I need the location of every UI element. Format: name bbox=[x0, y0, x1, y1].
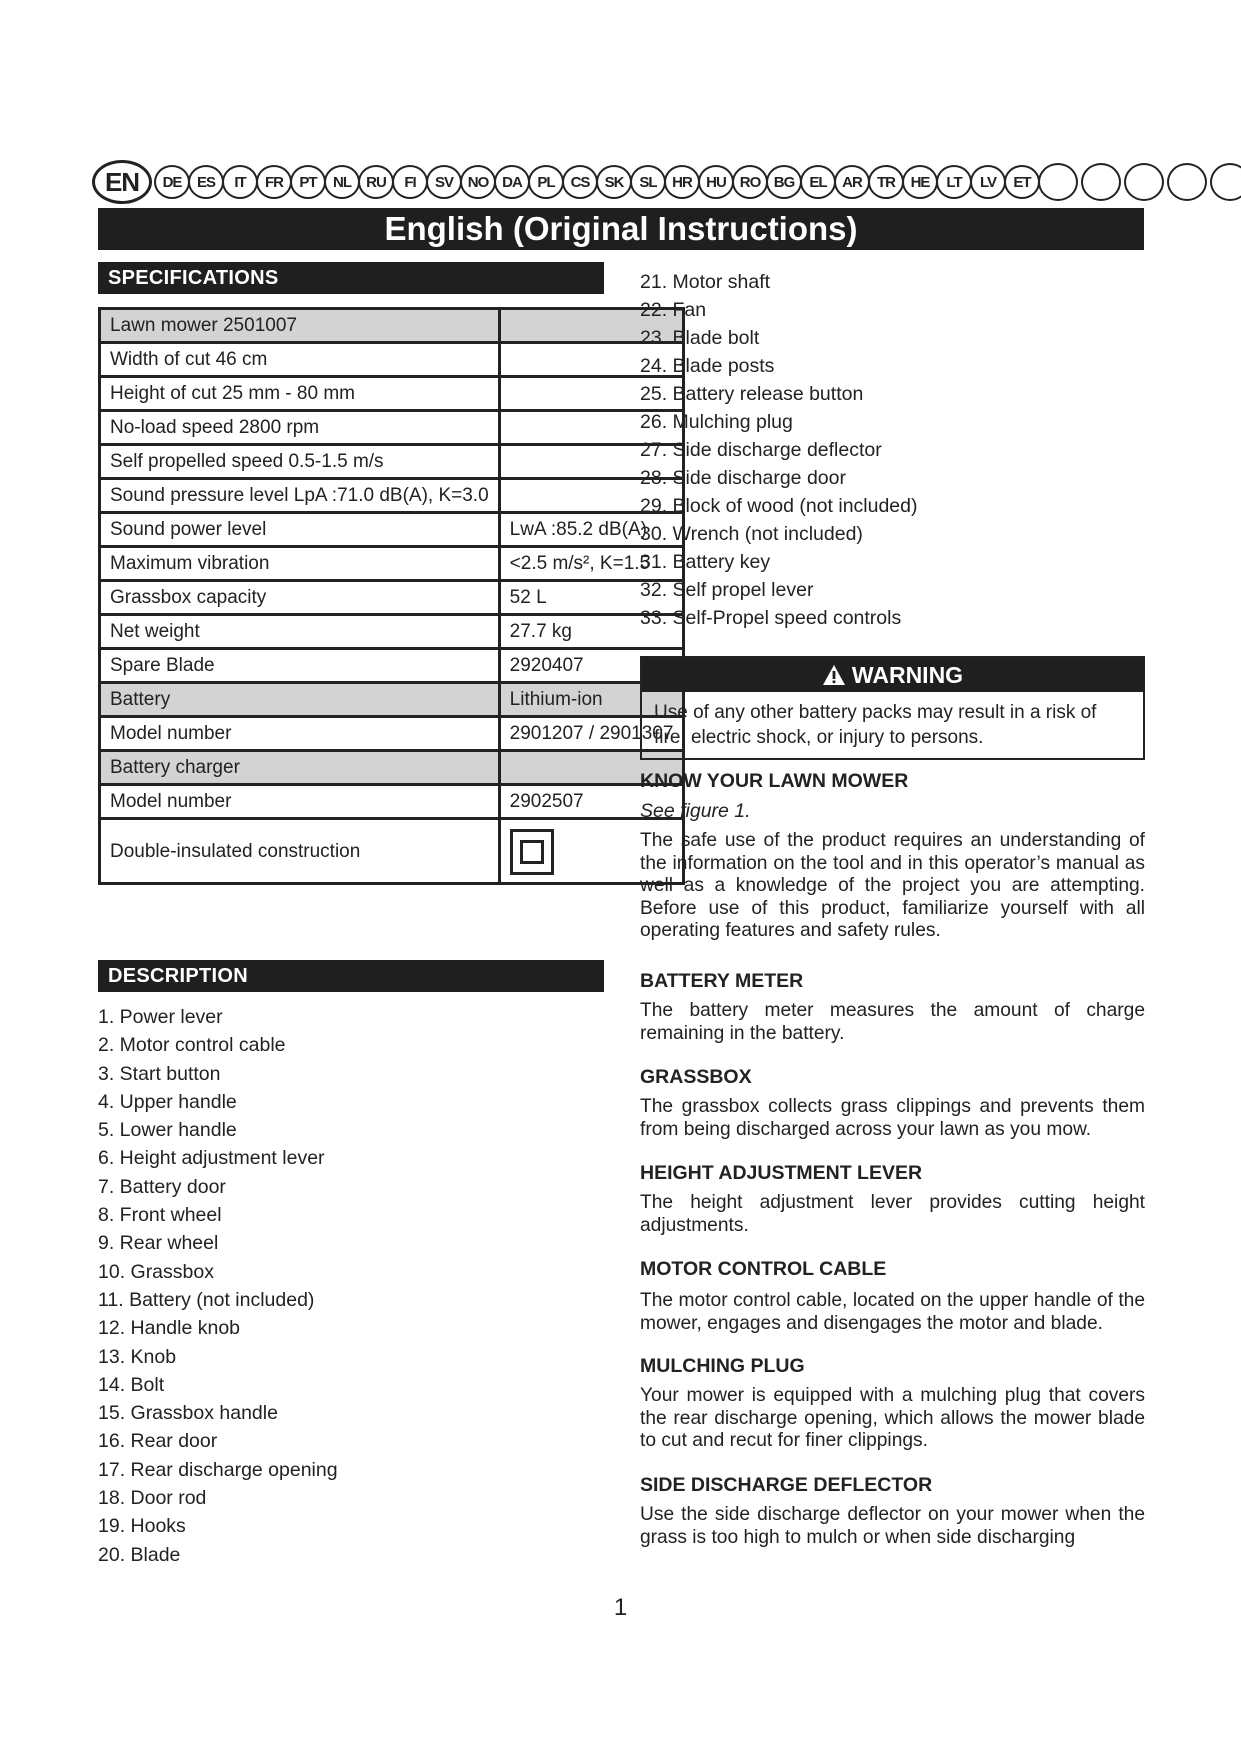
language-code-oval: SK bbox=[596, 165, 632, 199]
list-item: 4. Upper handle bbox=[98, 1090, 237, 1113]
section-know-your-mower bbox=[640, 770, 1145, 943]
language-code-oval: DA bbox=[494, 165, 530, 199]
language-code-oval: HU bbox=[698, 165, 734, 199]
list-item: 14. Bolt bbox=[98, 1373, 165, 1396]
list-item: 21. Motor shaft bbox=[640, 271, 771, 293]
list-item: 11. Battery (not included) bbox=[98, 1288, 315, 1311]
section-text: The battery meter measures the amount of charge remaining in the battery. bbox=[640, 1000, 1145, 1044]
warning-box bbox=[640, 656, 1145, 760]
spec-label: Self propelled speed 0.5-1.5 m/s bbox=[100, 445, 500, 479]
section-text: The height adjustment lever provides cutting height adjustments. bbox=[640, 1192, 1145, 1236]
language-code-oval: PT bbox=[290, 165, 326, 199]
section-mulching-plug bbox=[640, 1355, 1145, 1453]
language-code-oval: ET bbox=[1004, 165, 1040, 199]
spec-row bbox=[100, 343, 684, 377]
list-item: 1. Power lever bbox=[98, 1006, 223, 1028]
spec-label: Model number bbox=[100, 785, 500, 819]
spec-row bbox=[100, 649, 684, 683]
list-item: 31. Battery key bbox=[640, 551, 771, 573]
language-code-oval-empty bbox=[1124, 163, 1164, 201]
language-code-oval: RU bbox=[358, 165, 394, 199]
language-code-oval: SL bbox=[630, 165, 666, 199]
specifications-heading: SPECIFICATIONS bbox=[98, 262, 604, 294]
spec-value: 27.7 kg bbox=[499, 615, 684, 649]
list-item: 2. Motor control cable bbox=[98, 1034, 286, 1057]
current-language-badge: EN bbox=[92, 160, 152, 204]
spec-label: Battery bbox=[100, 683, 500, 717]
list-item: 28. Side discharge door bbox=[640, 467, 846, 489]
spec-label: Sound pressure level LpA :71.0 dB(A), K=3.0 bbox=[100, 479, 500, 513]
description-list bbox=[98, 1004, 338, 1570]
language-code-oval: DE bbox=[154, 165, 190, 199]
specifications-table bbox=[98, 307, 685, 885]
spec-row bbox=[100, 717, 684, 751]
language-code-oval: SV bbox=[426, 165, 462, 199]
spec-label: Height of cut 25 mm - 80 mm bbox=[100, 377, 500, 411]
language-code-oval: PL bbox=[528, 165, 564, 199]
language-code-oval-empty bbox=[1167, 163, 1207, 201]
language-code-oval-empty bbox=[1081, 163, 1121, 201]
language-code-oval: NO bbox=[460, 165, 496, 199]
spec-row bbox=[100, 785, 684, 819]
page-title: English (Original Instructions) bbox=[98, 208, 1144, 250]
list-item: 20. Blade bbox=[98, 1543, 181, 1566]
list-item: 25. Battery release button bbox=[640, 383, 864, 405]
spec-row bbox=[100, 751, 684, 785]
list-item: 5. Lower handle bbox=[98, 1119, 237, 1142]
spec-label: No-load speed 2800 rpm bbox=[100, 411, 500, 445]
language-code-oval: RO bbox=[732, 165, 768, 199]
list-item: 30. Wrench (not included) bbox=[640, 523, 863, 545]
list-item: 18. Door rod bbox=[98, 1487, 207, 1510]
list-item: 6. Height adjustment lever bbox=[98, 1147, 325, 1170]
warning-text: Use of any other battery packs may result in a risk of fire, electric shock, or injury to persons. bbox=[654, 702, 1097, 748]
spec-row bbox=[100, 309, 684, 343]
language-code-oval-empty bbox=[1210, 163, 1241, 201]
list-item: 26. Mulching plug bbox=[640, 411, 793, 433]
language-bar bbox=[92, 160, 1152, 204]
language-code-oval: BG bbox=[766, 165, 802, 199]
page-number: 1 bbox=[613, 1594, 628, 1621]
section-text: The safe use of the product requires an understanding of the information on the tool and in this operator’s manual as well as a knowledge of the project you are attempting. Before use of this product, familiarize yourself with all operating features and safety rules. bbox=[640, 830, 1145, 941]
section-heading: MULCHING PLUG bbox=[640, 1355, 805, 1377]
language-codes bbox=[154, 160, 1241, 204]
warning-title: WARNING bbox=[851, 661, 964, 688]
spec-label: Battery charger bbox=[100, 751, 500, 785]
spec-label: Net weight bbox=[100, 615, 500, 649]
language-code-oval: ES bbox=[188, 165, 224, 199]
spec-row bbox=[100, 445, 684, 479]
spec-value: LwA :85.2 dB(A) bbox=[499, 513, 684, 547]
list-item: 13. Knob bbox=[98, 1345, 177, 1368]
list-item: 7. Battery door bbox=[98, 1175, 226, 1198]
section-text: The grassbox collects grass clippings and prevents them from being discharged across your lawn as you mow. bbox=[640, 1096, 1145, 1140]
list-item: 17. Rear discharge opening bbox=[98, 1458, 338, 1481]
language-code-oval: EL bbox=[800, 165, 836, 199]
list-item: 19. Hooks bbox=[98, 1515, 186, 1538]
spec-row bbox=[100, 615, 684, 649]
list-item: 24. Blade posts bbox=[640, 355, 775, 377]
section-text: Use the side discharge deflector on your mower when the grass is too high to mulch or when side discharging bbox=[640, 1504, 1145, 1548]
section-height-adjustment bbox=[640, 1162, 1145, 1237]
list-item: 29. Block of wood (not included) bbox=[640, 495, 918, 517]
spec-row bbox=[100, 683, 684, 717]
section-motor-control-cable bbox=[640, 1258, 1145, 1335]
list-item: 27. Side discharge deflector bbox=[640, 439, 882, 461]
language-code-oval: NL bbox=[324, 165, 360, 199]
language-code-oval: HE bbox=[902, 165, 938, 199]
section-heading: SIDE DISCHARGE DEFLECTOR bbox=[640, 1474, 933, 1496]
spec-row bbox=[100, 377, 684, 411]
spec-row bbox=[100, 411, 684, 445]
spec-value: 52 L bbox=[499, 581, 684, 615]
list-item: 10. Grassbox bbox=[98, 1260, 214, 1283]
section-heading: GRASSBOX bbox=[640, 1066, 752, 1088]
spec-value: 2902507 bbox=[499, 785, 684, 819]
list-item: 16. Rear door bbox=[98, 1430, 218, 1453]
language-code-oval-empty bbox=[1038, 163, 1078, 201]
section-side-discharge-deflector bbox=[640, 1474, 1145, 1549]
spec-value: Lithium-ion bbox=[499, 683, 684, 717]
section-heading: HEIGHT ADJUSTMENT LEVER bbox=[640, 1162, 923, 1184]
language-code-oval: IT bbox=[222, 165, 258, 199]
spec-label: Model number bbox=[100, 717, 500, 751]
spec-label: Grassbox capacity bbox=[100, 581, 500, 615]
language-code-oval: CS bbox=[562, 165, 598, 199]
section-text: The motor control cable, located on the upper handle of the mower, engages and disengages the motor and blade. bbox=[640, 1290, 1145, 1334]
list-item: 22. Fan bbox=[640, 299, 707, 321]
spec-row bbox=[100, 513, 684, 547]
spec-row bbox=[100, 547, 684, 581]
language-code-oval: LT bbox=[936, 165, 972, 199]
spec-value: 2920407 bbox=[499, 649, 684, 683]
spec-row bbox=[100, 819, 684, 884]
spec-label: Sound power level bbox=[100, 513, 500, 547]
warning-header bbox=[642, 658, 1143, 692]
language-code-oval: FI bbox=[392, 165, 428, 199]
description-list-continued bbox=[640, 268, 918, 632]
section-heading: KNOW YOUR LAWN MOWER bbox=[640, 770, 909, 792]
language-code-oval: TR bbox=[868, 165, 904, 199]
list-item: 33. Self-Propel speed controls bbox=[640, 607, 902, 629]
language-code-oval: LV bbox=[970, 165, 1006, 199]
spec-label: Maximum vibration bbox=[100, 547, 500, 581]
spec-label: Width of cut 46 cm bbox=[100, 343, 500, 377]
spec-row bbox=[100, 479, 684, 513]
spec-label: Double-insulated construction bbox=[100, 819, 500, 884]
section-heading: BATTERY METER bbox=[640, 970, 804, 992]
spec-label: Lawn mower 2501007 bbox=[100, 309, 500, 343]
language-code-oval: FR bbox=[256, 165, 292, 199]
figure-reference: See figure 1. bbox=[640, 800, 751, 822]
language-code-oval: HR bbox=[664, 165, 700, 199]
list-item: 23. Blade bolt bbox=[640, 327, 760, 349]
section-grassbox bbox=[640, 1066, 1145, 1141]
list-item: 3. Start button bbox=[98, 1062, 221, 1085]
list-item: 9. Rear wheel bbox=[98, 1232, 219, 1255]
description-heading: DESCRIPTION bbox=[98, 960, 604, 992]
spec-value: <2.5 m/s², K=1.5 bbox=[499, 547, 684, 581]
warning-triangle-icon bbox=[822, 664, 846, 686]
list-item: 12. Handle knob bbox=[98, 1317, 241, 1340]
spec-row bbox=[100, 581, 684, 615]
list-item: 8. Front wheel bbox=[98, 1204, 222, 1227]
section-text: Your mower is equipped with a mulching plug that covers the rear discharge opening, which allows the mower blade to cut and recut for finer clippings. bbox=[640, 1385, 1145, 1451]
double-insulated-icon bbox=[510, 829, 554, 875]
spec-value: 2901207 / 2901307 bbox=[499, 717, 684, 751]
section-battery-meter bbox=[640, 970, 1145, 1045]
list-item: 32. Self propel lever bbox=[640, 579, 814, 601]
spec-label: Spare Blade bbox=[100, 649, 500, 683]
list-item: 15. Grassbox handle bbox=[98, 1402, 278, 1425]
section-heading: MOTOR CONTROL CABLE bbox=[640, 1258, 887, 1280]
language-code-oval: AR bbox=[834, 165, 870, 199]
